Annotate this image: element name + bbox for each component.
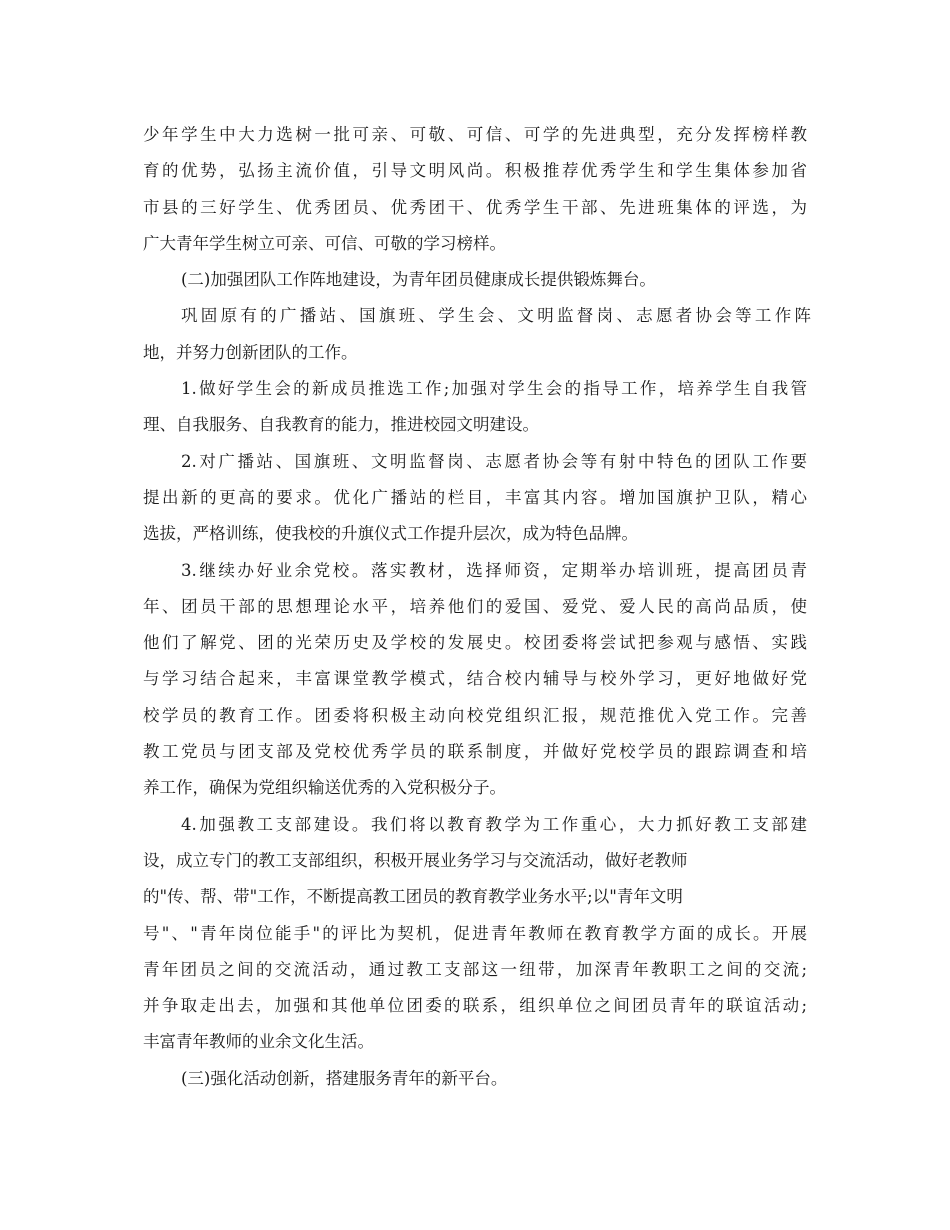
- paragraph-line: 2.对广播站、国旗班、文明监督岗、志愿者协会等有射中特色的团队工作要: [181, 451, 807, 471]
- paragraph-line: 丰富青年教师的业余文化生活。: [143, 1032, 374, 1052]
- paragraph-line: 地，并努力创新团队的工作。: [143, 342, 358, 362]
- document-body: [143, 117, 811, 1097]
- paragraph-line: 广大青年学生树立可亲、可信、可敬的学习榜样。: [143, 233, 506, 253]
- paragraph-line: 4.加强教工支部建设。我们将以教育教学为工作重心，大力抓好教工支部建: [181, 814, 807, 834]
- paragraph-line: 巩固原有的广播站、国旗班、学生会、文明监督岗、志愿者协会等工作阵: [181, 306, 811, 326]
- paragraph-line: 年、团员干部的思想理论水平，培养他们的爱国、爱党、爱人民的高尚品质，使: [143, 596, 807, 616]
- paragraph-line: 校学员的教育工作。团委将积极主动向校党组织汇报，规范推优入党工作。完善: [143, 705, 807, 725]
- paragraph-line: 选拔，严格训练，使我校的升旗仪式工作提升层次，成为特色品牌。: [143, 524, 638, 544]
- paragraph-line: 他们了解党、团的光荣历史及学校的发展史。校团委将尝试把参观与感悟、实践: [143, 633, 807, 653]
- paragraph-line: 提出新的更高的要求。优化广播站的栏目，丰富其内容。增加国旗护卫队，精心: [143, 487, 807, 507]
- paragraph-line: 青年团员之间的交流活动，通过教工支部这一纽带，加深青年教职工之间的交流;: [143, 959, 807, 979]
- paragraph-line: 的"传、帮、带"工作，不断提高教工团员的教育教学业务水平;以"青年文明: [143, 887, 683, 907]
- paragraph-line: 号"、"青年岗位能手"的评比为契机，促进青年教师在教育教学方面的成长。开展: [143, 923, 807, 943]
- section-heading: (三)强化活动创新，搭建服务青年的新平台。: [181, 1068, 508, 1088]
- paragraph-line: 设，成立专门的教工支部组织，积极开展业务学习与交流活动，做好老教师: [143, 850, 688, 870]
- paragraph-line: 教工党员与团支部及党校优秀学员的联系制度，并做好党校学员的跟踪调查和培: [143, 742, 807, 762]
- paragraph-line: 少年学生中大力选树一批可亲、可敬、可信、可学的先进典型，充分发挥榜样教: [143, 125, 807, 144]
- paragraph-line: 市县的三好学生、优秀团员、优秀团干、优秀学生干部、先进班集体的评选，为: [143, 197, 807, 217]
- paragraph-line: 1.做好学生会的新成员推选工作;加强对学生会的指导工作，培养学生自我管: [181, 379, 807, 399]
- paragraph-line: 与学习结合起来，丰富课堂教学模式，结合校内辅导与校外学习，更好地做好党: [143, 669, 807, 689]
- section-heading: (二)加强团队工作阵地建设，为青年团员健康成长提供锻炼舞台。: [181, 270, 656, 290]
- paragraph-line: 3.继续办好业余党校。落实教材，选择师资，定期举办培训班，提高团员青: [181, 560, 807, 580]
- paragraph-line: 理、自我服务、自我教育的能力，推进校园文明建设。: [143, 415, 539, 435]
- paragraph-line: 养工作，确保为党组织输送优秀的入党积极分子。: [143, 778, 506, 798]
- paragraph-line: 育的优势，弘扬主流价值，引导文明风尚。积极推荐优秀学生和学生集体参加省: [143, 161, 807, 181]
- paragraph-line: 并争取走出去，加强和其他单位团委的联系，组织单位之间团员青年的联谊活动;: [143, 996, 807, 1016]
